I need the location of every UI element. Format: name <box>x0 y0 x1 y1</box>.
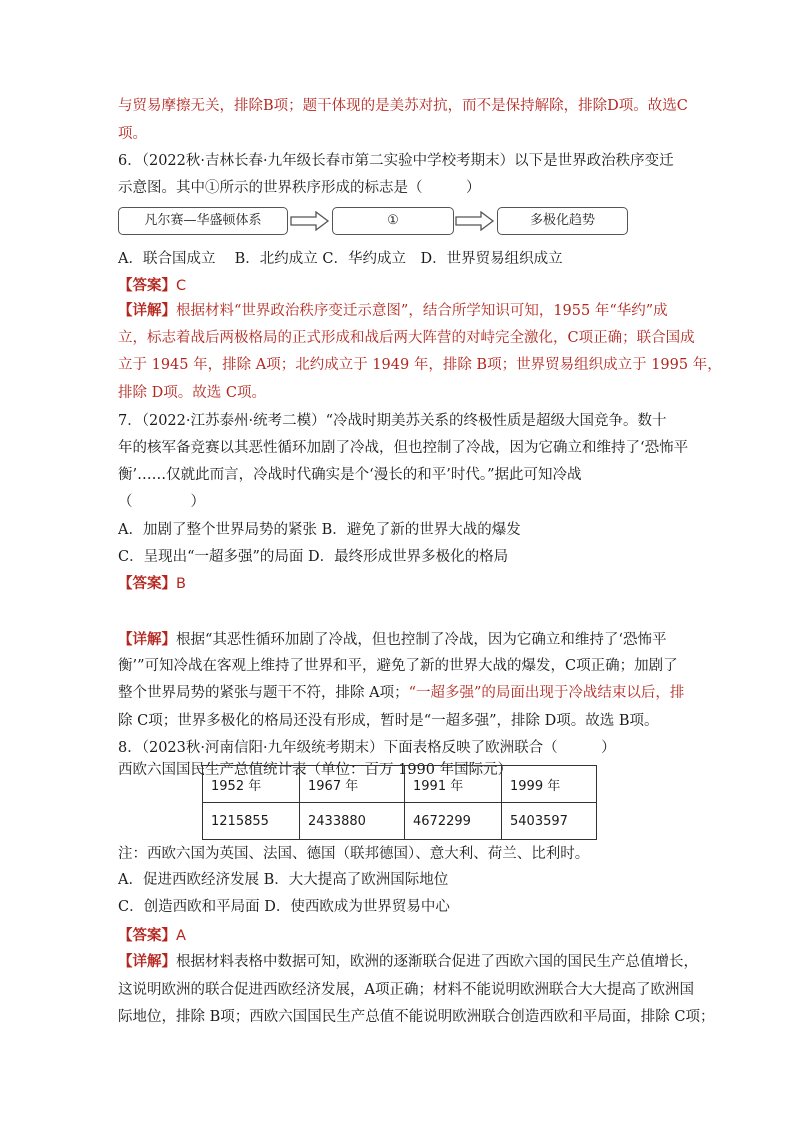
question-8-options: C．创造西欧和平局面 D．使西欧成为世界贸易中心 <box>118 899 450 915</box>
explanation-line: 除 C项；世界多极化的格局还没有形成，暂时是“一超多强”，排除 D项。故选 B项。 <box>118 713 659 729</box>
answer-value: A <box>176 928 186 944</box>
explanation-tag: 【详解】 <box>118 631 176 648</box>
explanation-line <box>118 301 668 321</box>
explanation-line: 立于 1945 年，排除 A项；北约成立于 1949 年，排除 B项；世界贸易组织成立于 1995 年， <box>118 357 722 373</box>
explanation-text: 整个世界局势的紧张与题干不符，排除 A项； <box>118 685 409 701</box>
question-7-stem: 衡’……仅就此而言，冷战时代确实是个‘漫长的和平’时代。”据此可知冷战 <box>118 467 582 483</box>
explanation-text: 根据“其恶性循环加剧了冷战，但也控制了冷战，因为它确立和维持了‘恐怖平 <box>176 632 667 648</box>
flow-arrow-icon <box>290 211 330 231</box>
world-order-flow-diagram <box>118 207 595 237</box>
table-header-cell: 1991 年 <box>405 766 502 803</box>
question-7-options: C．呈现出“一超多强”的局面 D．最终形成世界多极化的格局 <box>118 549 509 565</box>
explanation-line: 这说明欧洲的联合促进西欧经济发展，A项正确；材料不能说明欧洲联合大大提高了欧洲国 <box>118 982 694 998</box>
explanation-line: 际地位，排除 B项；西欧六国国民生产总值不能说明欧洲联合创造西欧和平局面，排除 C项； <box>118 1009 715 1025</box>
flow-arrow-icon <box>455 211 495 231</box>
explanation-line <box>118 630 667 650</box>
answer-tag: 【答案】 <box>118 575 176 592</box>
explanation-line: 排除 D项。故选 C项。 <box>118 385 266 401</box>
answer-line <box>118 926 186 946</box>
explanation-line <box>118 683 684 703</box>
paragraph-line: 项。 <box>118 126 147 142</box>
gdp-table <box>202 765 597 840</box>
answer-tag: 【答案】 <box>118 277 176 294</box>
answer-value: B <box>176 576 186 592</box>
table-header-cell: 1952 年 <box>203 766 300 803</box>
table-cell: 2433880 <box>300 803 405 840</box>
explanation-text-highlight: “一超多强”的局面出现于冷战结束以后，排 <box>408 685 685 701</box>
explanation-text: 根据材料“世界政治秩序变迁示意图”，结合所学知识可知，1955 年“华约”成 <box>176 303 668 319</box>
question-8-stem: 8．（2023秋·河南信阳·九年级统考期末）下面表格反映了欧洲联合（ ） <box>118 740 616 756</box>
table-row <box>203 766 597 803</box>
answer-line <box>118 276 186 296</box>
question-6-options: A．联合国成立 B．北约成立 C．华约成立 D．世界贸易组织成立 <box>118 251 563 267</box>
question-7-stem: 年的核军备竞赛以其恶性循环加剧了冷战，但也控制了冷战，因为它确立和维持了‘恐怖平 <box>118 440 689 456</box>
explanation-text: 根据材料表格中数据可知，欧洲的逐渐联合促进了西欧六国的国民生产总值增长， <box>176 954 698 970</box>
answer-tag: 【答案】 <box>118 927 176 944</box>
explanation-tag: 【详解】 <box>118 302 176 319</box>
question-7-stem: （ ） <box>118 494 205 510</box>
table-caption: 西欧六国国民生产总值统计表（单位：百万 1990 年国际元） <box>118 762 513 778</box>
paragraph-line: 与贸易摩擦无关，排除B项；题干体现的是美苏对抗，而不是保持解除，排除D项。故选C <box>118 98 688 114</box>
question-6-stem: 示意图。其中①所示的世界秩序形成的标志是（ ） <box>118 180 481 196</box>
flow-box-multipolar: 多极化趋势 <box>497 207 628 235</box>
flow-box-versailles: 凡尔赛—华盛顿体系 <box>118 207 288 235</box>
question-7-stem: 7．（2022·江苏泰州·统考二模）“冷战时期美苏关系的终极性质是超级大国竞争。数十 <box>118 413 667 429</box>
table-header-cell: 1967 年 <box>300 766 405 803</box>
table-cell: 1215855 <box>203 803 300 840</box>
answer-line <box>118 574 186 594</box>
flow-box-unknown: ① <box>332 207 454 235</box>
explanation-tag: 【详解】 <box>118 953 176 970</box>
table-cell: 5403597 <box>502 803 597 840</box>
table-row <box>203 803 597 840</box>
table-header-cell: 1999 年 <box>502 766 597 803</box>
explanation-line: 衡’”可知冷战在客观上维持了世界和平，避免了新的世界大战的爆发，C项正确；加剧了 <box>118 658 678 674</box>
table-cell: 4672299 <box>405 803 502 840</box>
table-note: 注：西欧六国为英国、法国、德国（联邦德国）、意大利、荷兰、比利时。 <box>118 846 590 862</box>
explanation-line <box>118 952 698 972</box>
question-7-options: A．加剧了整个世界局势的紧张 B．避免了新的世界大战的爆发 <box>118 522 521 538</box>
explanation-line: 立，标志着战后两极格局的正式形成和战后两大阵营的对峙完全激化，C项正确；联合国成 <box>118 330 695 346</box>
question-6-stem: 6．（2022秋·吉林长春·九年级长春市第二实验中学校考期末）以下是世界政治秩序变迁 <box>118 153 674 169</box>
question-8-options: A．促进西欧经济发展 B．大大提高了欧洲国际地位 <box>118 872 449 888</box>
answer-value: C <box>176 278 187 294</box>
